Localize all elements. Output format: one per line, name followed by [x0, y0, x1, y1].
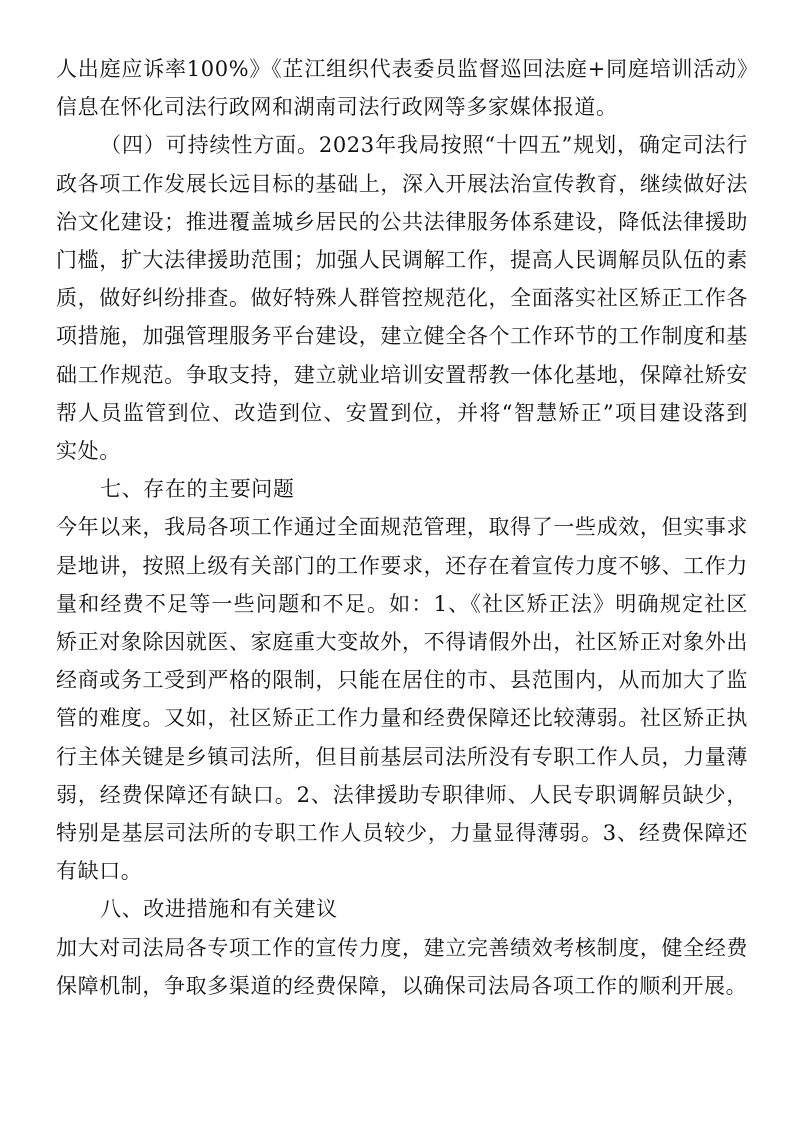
paragraph-continuation: 人出庭应诉率100%》《芷江组织代表委员监督巡回法庭+同庭培训活动》信息在怀化司法行政网和湖南司法行政网等多家媒体报道。: [56, 57, 748, 120]
section-heading-suggestions: 八、改进措施和有关建议: [100, 897, 338, 922]
paragraph-problems: 今年以来，我局各项工作通过全面规范管理，取得了一些成效，但实事求是地讲，按照上级有关部门的工作要求，还存在着宣传力度不够、工作力量和经费不足等一些问题和不足。如：1、《社区矫正法》明确规定社区矫正对象除因就医、家庭重大变故外，不得请假外出，社区矫正对象外出经商或务工受到严格的限制，只能在居住的市、县范围内，从而加大了监管的难度。又如，社区矫正工作力量和经费保障还比较薄弱。社区矫正执行主体关键是乡镇司法所，但目前基层司法所没有专职工作人员，力量薄弱，经费保障还有缺口。2、法律援助专职律师、人民专职调解员缺少，特别是基层司法所的专职工作人员较少，力量显得薄弱。3、经费保障还有缺口。: [56, 515, 748, 884]
document-page: [56, 50, 748, 1005]
section-heading-problems: 七、存在的主要问题: [100, 477, 295, 502]
paragraph-suggestions: 加大对司法局各专项工作的宣传力度，建立完善绩效考核制度，健全经费保障机制，争取多渠道的经费保障，以确保司法局各项工作的顺利开展。: [56, 935, 748, 998]
paragraph-sustainability: （四）可持续性方面。2023年我局按照“十四五”规划，确定司法行政各项工作发展长远目标的基础上，深入开展法治宣传教育，继续做好法治文化建设；推进覆盖城乡居民的公共法律服务体系建设，降低法律援助门槛，扩大法律援助范围；加强人民调解工作，提高人民调解员队伍的素质，做好纠纷排查。做好特殊人群管控规范化，全面落实社区矫正工作各项措施，加强管理服务平台建设，建立健全各个工作环节的工作制度和基础工作规范。争取支持，建立就业培训安置帮教一体化基地，保障社矫安帮人员监管到位、改造到位、安置到位，并将“智慧矫正”项目建设落到实处。: [56, 133, 748, 464]
